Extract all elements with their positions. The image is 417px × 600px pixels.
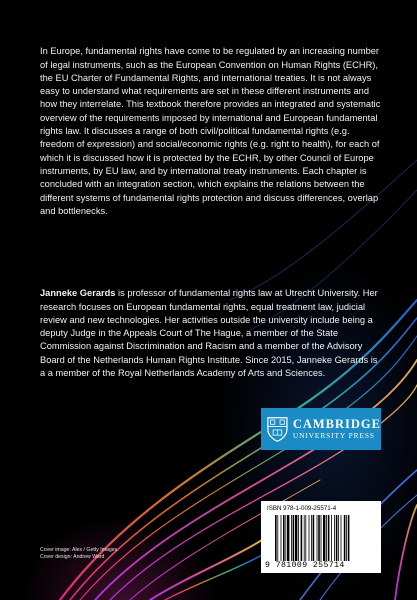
- publisher-name: CAMBRIDGE: [292, 417, 381, 431]
- publisher-press: UNIVERSITY PRESS: [292, 431, 375, 440]
- cover-image-credit: Cover image: Alex / Getty Images.: [40, 547, 119, 553]
- isbn-label: ISBN 978-1-009-25571-4: [267, 505, 337, 512]
- cover-credits: [40, 547, 119, 561]
- book-description: In Europe, fundamental rights have come to be regulated by an increasing number of legal instruments, such as the European Convention on Human Rights (ECHR), the EU Charter of Fundamental Rights, and international treaties. It is not always easy to understand what requirements are set in these different instruments and how they interrelate. This textbook therefore provides an integrated and systematic overview of the requirements imposed by international and European fundamental rights law. It discusses a range of both civil/political fundamental rights (e.g. freedom of expression) and social/economic rights (e.g. right to health), for each of which it is discussed how it is protected by the ECHR, by other Council of Europe instruments, by EU law, and by international treaty instruments. Each chapter is concluded with an integration section, which explains the relations between the different systems of fundamental rights protection and discuss differences, overlap and bottlenecks.: [40, 46, 381, 216]
- shield-crest-icon: [267, 415, 288, 444]
- barcode-digits: 9 781009 255714: [265, 561, 345, 570]
- author-bio: [40, 287, 385, 380]
- publisher-logo: [261, 408, 381, 450]
- cover-design-credit: Cover design: Andrew Ward: [40, 554, 105, 561]
- isbn-barcode: [261, 501, 381, 573]
- author-name: Janneke Gerards: [40, 288, 116, 299]
- author-bio-text: is professor of fundamental rights law at Utrecht University. Her research focuses on European fundamental rights, equal treatment law, judicial review and new technologies. Her activities outside the university include being a deputy Judge in the Appeals Court of The Hague, a member of the State Commission against Discrimination and Racism and a member of the Advisory Board of the Netherlands Human Rights Institute. Since 2015, Janneke Gerards is a a member of the Royal Netherlands Academy of Arts and Sciences.: [40, 288, 378, 379]
- barcode-bars: [275, 515, 371, 561]
